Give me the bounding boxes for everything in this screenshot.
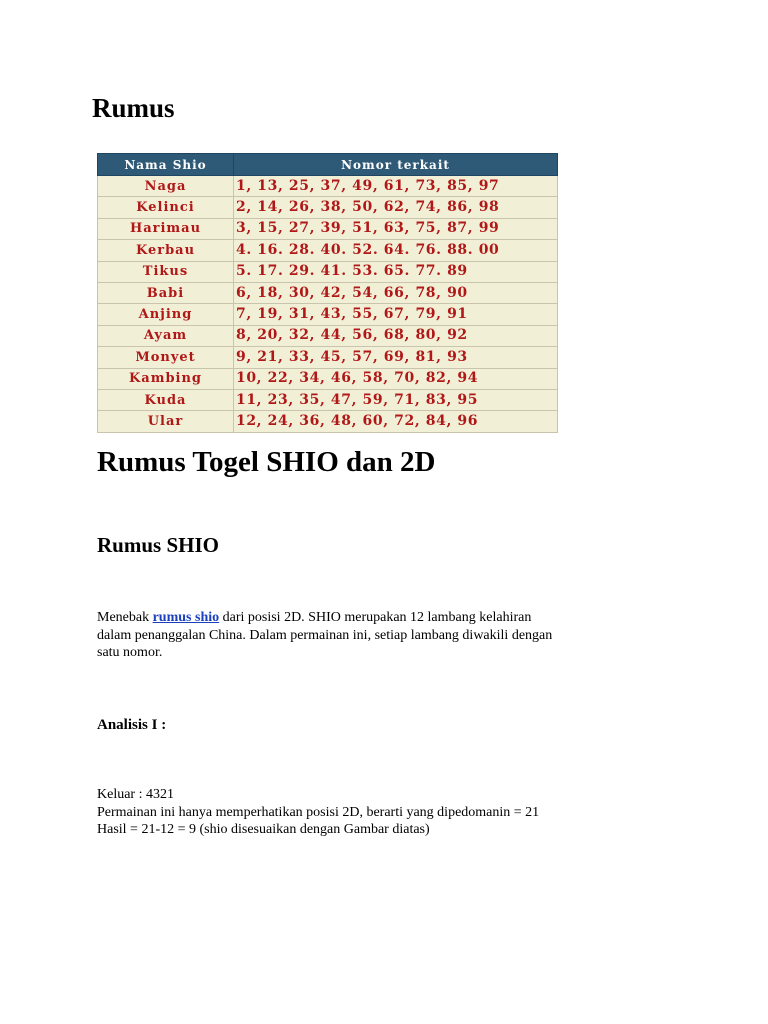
shio-numbers: 11, 23, 35, 47, 59, 71, 83, 95 — [234, 389, 558, 410]
shio-numbers: 6, 18, 30, 42, 54, 66, 78, 90 — [234, 282, 558, 303]
table-row — [98, 282, 558, 303]
analisis-line-permainan: Permainan ini hanya memperhatikan posisi 2D, berarti yang dipedomanin = 21 — [97, 804, 540, 820]
shio-name: Kuda — [98, 389, 234, 410]
table-row — [98, 347, 558, 368]
table-row — [98, 411, 558, 432]
table-row — [98, 176, 558, 197]
shio-numbers: 7, 19, 31, 43, 55, 67, 79, 91 — [234, 304, 558, 325]
shio-numbers: 1, 13, 25, 37, 49, 61, 73, 85, 97 — [234, 176, 558, 197]
table-row — [98, 261, 558, 282]
analisis-heading: Analisis I : — [97, 717, 167, 733]
shio-numbers: 12, 24, 36, 48, 60, 72, 84, 96 — [234, 411, 558, 432]
main-heading: Rumus Togel SHIO dan 2D — [97, 446, 436, 478]
shio-numbers: 3, 15, 27, 39, 51, 63, 75, 87, 99 — [234, 218, 558, 239]
shio-numbers: 9, 21, 33, 45, 57, 69, 81, 93 — [234, 347, 558, 368]
shio-name: Tikus — [98, 261, 234, 282]
table-row — [98, 304, 558, 325]
shio-name: Anjing — [98, 304, 234, 325]
intro-paragraph — [97, 609, 567, 662]
shio-name: Naga — [98, 176, 234, 197]
table-row — [98, 240, 558, 261]
table-row — [98, 218, 558, 239]
shio-table — [97, 153, 558, 433]
analisis-line-hasil: Hasil = 21-12 = 9 (shio disesuaikan dengan Gambar diatas) — [97, 822, 430, 837]
shio-numbers: 4. 16. 28. 40. 52. 64. 76. 88. 00 — [234, 240, 558, 261]
shio-name: Babi — [98, 282, 234, 303]
shio-numbers: 10, 22, 34, 46, 58, 70, 82, 94 — [234, 368, 558, 389]
shio-name: Ayam — [98, 325, 234, 346]
shio-name: Monyet — [98, 347, 234, 368]
shio-numbers: 2, 14, 26, 38, 50, 62, 74, 86, 98 — [234, 197, 558, 218]
analisis-block — [97, 786, 567, 839]
shio-name: Harimau — [98, 218, 234, 239]
intro-text-after: dari posisi 2D. SHIO merupakan 12 lambang kelahiran dalam penanggalan China. Dalam permainan ini, setiap lambang diwakili dengan satu nomor. — [97, 610, 553, 660]
shio-name: Ular — [98, 411, 234, 432]
column-header-nama-shio: Nama Shio — [98, 154, 234, 176]
table-row — [98, 389, 558, 410]
page-title: Rumus — [92, 93, 175, 123]
column-header-nomor-terkait: Nomor terkait — [234, 154, 558, 176]
shio-numbers: 8, 20, 32, 44, 56, 68, 80, 92 — [234, 325, 558, 346]
intro-text-before: Menebak — [97, 610, 153, 625]
shio-name: Kambing — [98, 368, 234, 389]
shio-name: Kelinci — [98, 197, 234, 218]
analisis-line-keluar: Keluar : 4321 — [97, 787, 174, 802]
table-row — [98, 368, 558, 389]
table-header-row — [98, 154, 558, 176]
table-row — [98, 197, 558, 218]
section-heading-shio: Rumus SHIO — [97, 533, 219, 557]
shio-name: Kerbau — [98, 240, 234, 261]
shio-numbers: 5. 17. 29. 41. 53. 65. 77. 89 — [234, 261, 558, 282]
rumus-shio-link[interactable]: rumus shio — [152, 610, 220, 625]
table-row — [98, 325, 558, 346]
